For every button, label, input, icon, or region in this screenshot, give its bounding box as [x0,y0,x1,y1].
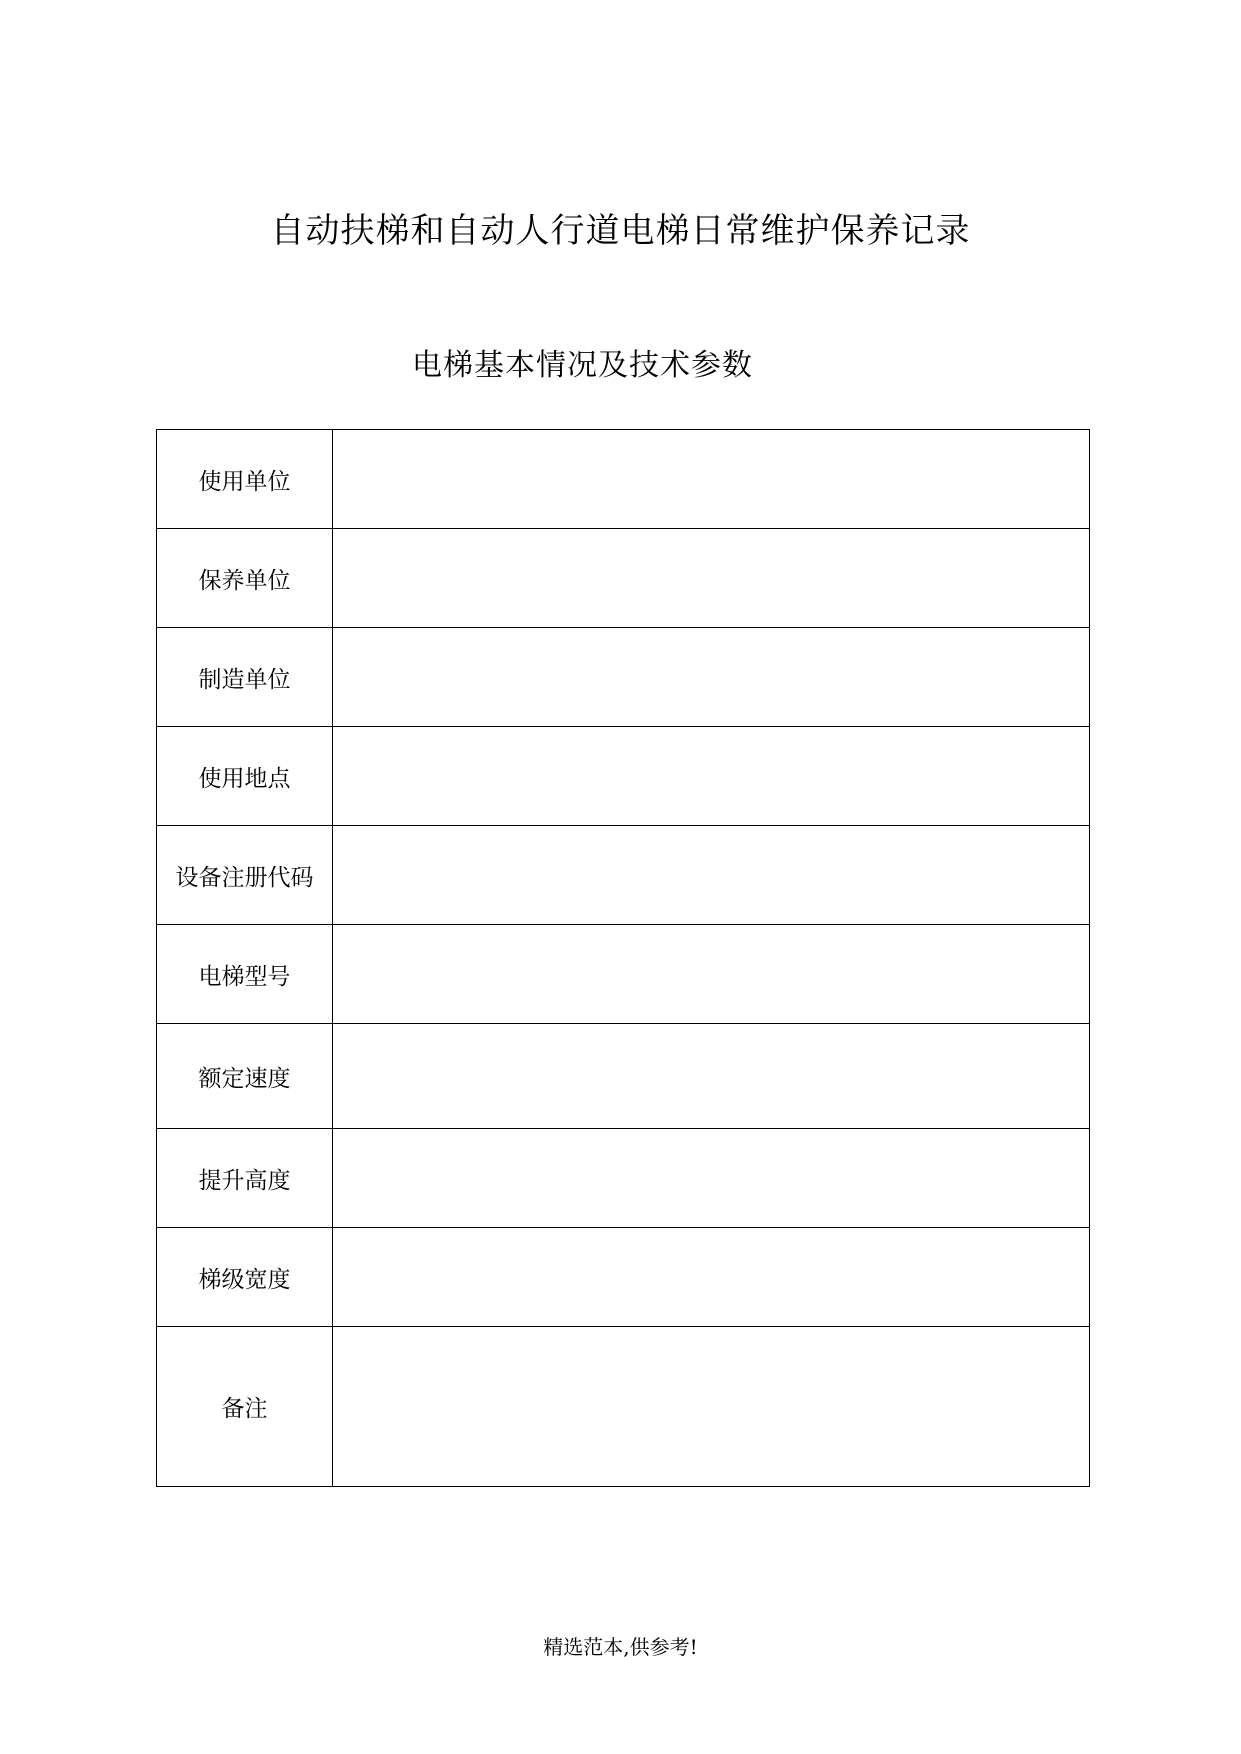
row-value [333,430,1090,529]
table-row [157,529,1090,628]
row-label: 使用地点 [157,727,333,826]
table-row [157,1129,1090,1228]
row-label: 保养单位 [157,529,333,628]
row-value [333,925,1090,1024]
table-row [157,925,1090,1024]
row-value [333,1228,1090,1327]
row-value [333,1024,1090,1129]
row-label: 制造单位 [157,628,333,727]
table-row [157,826,1090,925]
elevator-info-table [156,429,1090,1487]
row-label: 电梯型号 [157,925,333,1024]
row-label: 设备注册代码 [157,826,333,925]
page-title: 自动扶梯和自动人行道电梯日常维护保养记录 [270,211,971,251]
row-label: 提升高度 [157,1129,333,1228]
footer-note: 精选范本,供参考! [543,1635,698,1659]
row-value [333,529,1090,628]
table-row [157,727,1090,826]
table-row [157,1228,1090,1327]
table-row [157,430,1090,529]
row-label: 梯级宽度 [157,1228,333,1327]
row-value [333,826,1090,925]
table-row [157,628,1090,727]
row-value [333,628,1090,727]
section-title: 电梯基本情况及技术参数 [412,348,753,383]
row-label: 备注 [157,1327,333,1487]
table-row [157,1327,1090,1487]
row-value [333,1129,1090,1228]
row-value [333,727,1090,826]
row-label: 使用单位 [157,430,333,529]
table-row [157,1024,1090,1129]
row-value [333,1327,1090,1487]
row-label: 额定速度 [157,1024,333,1129]
